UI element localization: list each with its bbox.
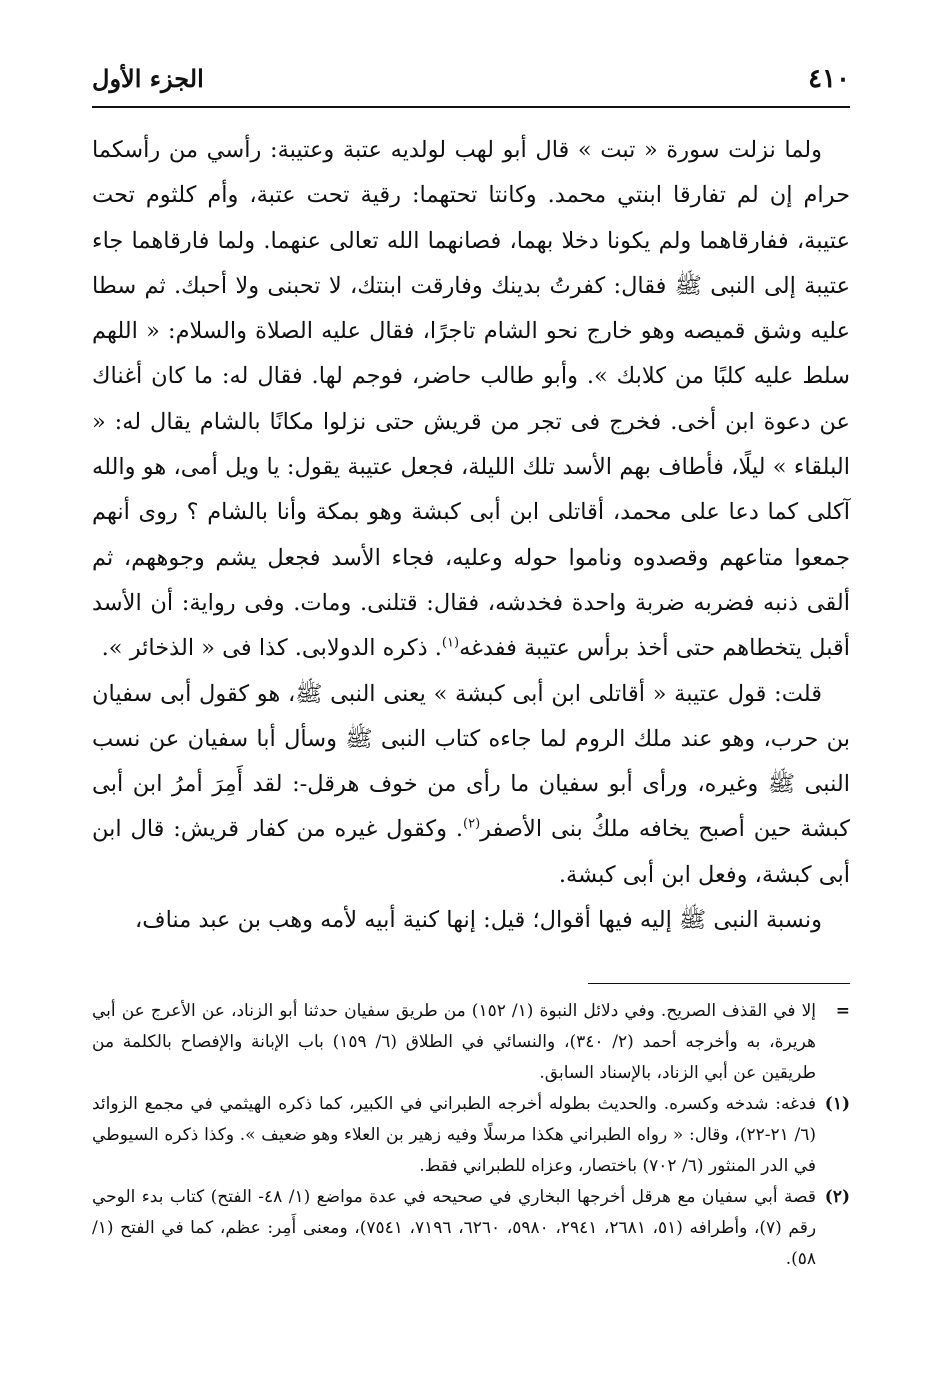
footnote-ref-1: (١) [441,635,460,651]
volume-title: الجزء الأول [92,64,204,93]
main-text [92,128,850,943]
footnote-marker: = [835,1001,850,1021]
footnote-continuation [92,996,850,1089]
footnote-marker: (١) [824,1094,850,1114]
footnote-text: فدغه: شدخه وكسره. والحديث بطوله أخرجه الطبراني في الكبير، كما ذكره الهيثمي في مجمع الزوائد (٦/ ٢١-٢٢)، وقال: « رواه الطبراني هكذا مرسلًا وفيه زهير بن العلاء وهو ضعيف ». وكذا ذكره السيوطي في الدر المنثور (٦/ ٧٠٢) باختصار، وعزاه للطبراني فقط. [92,1094,816,1176]
running-header [92,58,850,108]
footnote-marker: (٢) [824,1187,850,1207]
paragraph-1 [92,128,850,672]
paragraph-2-end: . وكقول غيره من كفار قريش: قال ابن أبى كبشة، وفعل ابن أبى كبشة. [92,816,850,888]
footnote-divider [588,983,850,984]
footnote-1 [92,1089,850,1182]
footnotes [92,996,850,1275]
footnote-text: قصة أبي سفيان مع هرقل أخرجها البخاري في صحيحه في عدة مواضع (١/ ٤٨- الفتح) كتاب بدء الوحي رقم (٧)، وأطرافه (٥١، ٢٦٨١، ٢٩٤١، ٥٩٨٠، ٦٢٦٠، ٧١٩٦، ٧٥٤١)، ومعنى أَمِر: عظم، كما في الفتح (١/ ٥٨). [92,1187,817,1269]
header-divider [92,106,850,108]
paragraph-1-end: . ذكره الدولابى. كذا فى « الذخائر ». [101,635,442,662]
paragraph-1-text: ولما نزلت سورة « تبت » قال أبو لهب لولديه عتبة وعتيبة: رأسي من رأسكما حرام إن لم تفارقا ابنتي محمد. وكانتا تحتهما: رقية تحت عتبة، وأم كلثوم تحت عتيبة، ففارقاهما ولم يكونا دخلا بهما، فصانهما الله تعالى عنهما. ولما فارقاهما جاء عتيبة إلى النبى ﷺ فقال: كفرتُ بدينك وفارقت ابنتك، لا تحبنى ولا أحبك. ثم سطا عليه وشق قميصه وهو خارج نحو الشام تاجرًا، فقال عليه الصلاة والسلام: « اللهم سلط عليه كلبًا من كلابك ». وأبو طالب حاضر، فوجم لها. فقال له: ما كان أغناك عن دعوة ابن أخى. فخرج فى تجر من قريش حتى نزلوا مكانًا بالشام يقال له: « البلقاء » ليلًا، فأطاف بهم الأسد تلك الليلة، فجعل عتيبة يقول: يا ويل أمى، هو والله آكلى كما دعا على محمد، أقاتلى ابن أبى كبشة وهو بمكة وأنا بالشام ؟ روى أنهم جمعوا متاعهم وقصدوه وناموا حوله وعليه، فجاء الأسد فجعل يشم وجوههم، ثم ألقى ذنبه فضربه ضربة واحدة فخدشه، فقال: قتلنى. ومات. وفى رواية: أن الأسد أقبل يتخطاهم حتى أخذ برأس عتيبة ففدغه [92,137,850,662]
footnote-text: إلا في القذف الصريح. وفي دلائل النبوة (١/ ١٥٢) من طريق سفيان حدثنا أبو الزناد، عن الأعرج عن أبي هريرة، به وأخرجه أحمد (٢/ ٣٤٠)، والنسائي في الطلاق (٦/ ١٥٩) باب الإبانة والإفصاح بالكلمة من طريقين عن أبي الزناد، بالإسناد السابق. [92,1001,816,1083]
paragraph-2 [92,672,850,898]
paragraph-2-text: قلت: قول عتيبة « أقاتلى ابن أبى كبشة » يعنى النبى ﷺ، هو كقول أبى سفيان بن حرب، وهو عند ملك الروم لما جاءه كتاب النبى ﷺ وسأل أبا سفيان عن نسب النبى ﷺ وغيره، ورأى أبو سفيان ما رأى من خوف هرقل-: لقد أَمِرَ أمرُ ابن أبى كبشة حين أصبح يخافه ملكُ بنى الأصفر [92,680,851,843]
page-number: ٤١٠ [808,64,850,94]
paragraph-3: ونسبة النبى ﷺ إليه فيها أقوال؛ قيل: إنها كنية أبيه لأمه وهب بن عبد مناف، [134,907,822,934]
footnote-ref-2: (٢) [463,816,481,832]
footnote-2 [92,1182,850,1275]
